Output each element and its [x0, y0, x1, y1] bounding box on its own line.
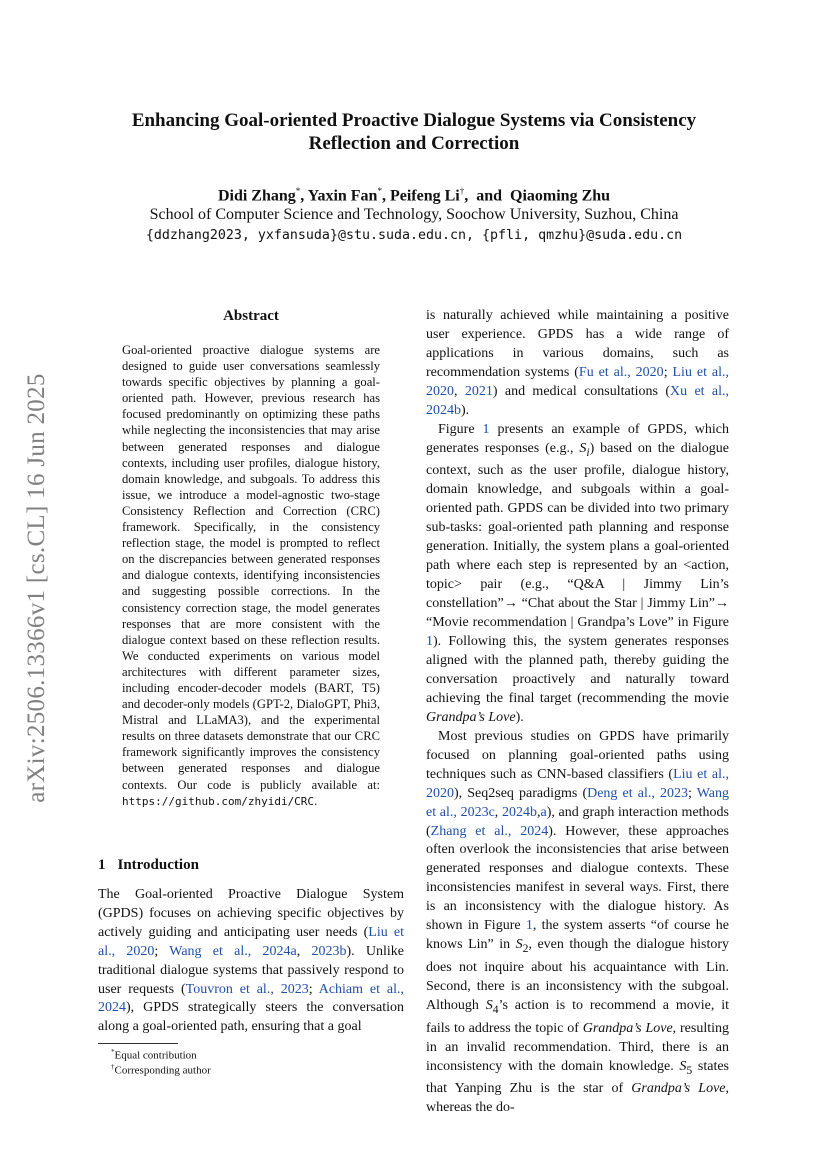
movie-title: Grandpa’s Love: [582, 1020, 673, 1036]
citation-link[interactable]: a: [540, 804, 547, 820]
text: ), and graph interaction methods (: [426, 804, 729, 839]
text: ’s action is to recommend a movie, it fails to address the topic of: [426, 997, 730, 1036]
text: states that Yanping Zhu is the star of: [426, 1058, 729, 1097]
footnote-text: Corresponding author: [114, 1064, 211, 1077]
text: ).: [515, 709, 524, 725]
text: ;: [154, 943, 170, 959]
math-subscript: 4: [492, 1002, 499, 1016]
paragraph: [426, 307, 729, 421]
paragraph: [426, 421, 729, 728]
citation-link[interactable]: Liu et al., 2020: [426, 766, 730, 801]
math-variable: S: [679, 1058, 687, 1074]
author-conjunction: and: [476, 187, 503, 205]
math-subscript: 2: [522, 942, 529, 956]
author-name: Yaxin Fan: [307, 187, 378, 205]
movie-title: Grandpa’s Love: [631, 1081, 726, 1097]
text: ,: [454, 383, 465, 399]
citation-link[interactable]: Xu et al., 2024b: [426, 383, 729, 418]
citation-link[interactable]: Wang et al., 2024a: [169, 943, 297, 959]
arxiv-watermark: [20, 346, 54, 830]
text: ;: [687, 785, 697, 801]
text: ) based on the dialogue context, such as the user profile, dialogue history, domain knowledge, and subgoals within a goal-oriented path. GPDS can be divided into two primary sub-tasks: goal-oriented path planning and response generation. Initially, the system plans a goal-oriented path where each step is represented by an <action, topic> pair (e.g., “Q&A | Jimmy Lin’s constellation”→ “Chat about the Star | Jimmy Lin”→ “Movie recommendation | Grandpa’s Love” in Figure: [426, 440, 729, 631]
citation-link[interactable]: Deng et al., 2023: [587, 785, 688, 801]
abstract-body: [122, 342, 380, 810]
intro-paragraph: [98, 886, 404, 1037]
code-link[interactable]: https://github.com/zhyidi/CRC: [122, 794, 315, 808]
affiliation: School of Computer Science and Technology, Soochow University, Suzhou, China: [149, 206, 679, 223]
corresponding-author-mark: †: [459, 186, 465, 196]
text: is naturally achieved while maintaining a positive user experience. GPDS has a wide range of applications in various domains, such as recommendation systems (: [426, 308, 729, 380]
text: ), Seq2seq paradigms (: [454, 785, 588, 801]
section-heading: [98, 857, 199, 874]
math-subscript: i: [586, 445, 590, 459]
math-variable: S: [485, 997, 493, 1013]
text: Most previous studies on GPDS have primarily focused on planning goal-oriented paths using techniques such as CNN-based classifiers (: [426, 728, 729, 782]
footnote-corresponding-author: [111, 1063, 211, 1077]
text: ).: [461, 402, 470, 418]
author-name: Didi Zhang: [217, 187, 296, 205]
section-title: Introduction: [117, 857, 199, 873]
author-list: Didi Zhang*, Yaxin Fan*, Peifeng Li†, and Qiaoming Zhu: [217, 186, 611, 205]
math-subscript: 5: [686, 1063, 693, 1077]
abstract-heading: Abstract: [223, 308, 279, 324]
text: ). Following this, the system generates responses aligned with the planned path, thereby guiding the conversation proactively and naturally toward achieving the final target (recommending the movie: [426, 634, 729, 706]
author-emails: {ddzhang2023, yxfansuda}@stu.suda.edu.cn, {pfli, qmzhu}@suda.edu.cn: [145, 228, 683, 243]
paper-title: Enhancing Goal-oriented Proactive Dialogue Systems via Consistency Reflection and Correction: [131, 110, 697, 154]
text: , whereas the do-: [426, 1081, 730, 1116]
citation-link[interactable]: Achiam et al., 2024: [98, 981, 404, 1016]
footnote-mark: *: [111, 1048, 115, 1056]
text: ), GPDS strategically steers the conversation along a goal-oriented path, ensuring that a goal: [98, 1000, 404, 1035]
citation-link[interactable]: 2024b: [501, 804, 537, 820]
text: Figure: [438, 421, 483, 437]
text: , the system asserts “of course he knows Lin” in: [426, 918, 730, 953]
text: ,: [536, 804, 541, 820]
math-variable: S: [515, 937, 523, 953]
text: ,: [296, 943, 312, 959]
text: presents an example of GPDS, which generates responses (e.g.,: [426, 421, 729, 456]
citation-link[interactable]: 2021: [464, 383, 493, 399]
text: ;: [663, 364, 673, 380]
text: ,: [494, 804, 502, 820]
equal-contribution-mark: *: [377, 186, 382, 196]
citation-link[interactable]: Zhang et al., 2024: [430, 823, 549, 839]
citation-link[interactable]: Liu et al., 2020: [98, 924, 404, 959]
citation-link[interactable]: Wang et al., 2023c: [426, 785, 730, 820]
section-number: 1: [98, 857, 106, 873]
figure-link[interactable]: 1: [525, 918, 533, 934]
arxiv-id: arXiv:2506.13366v1 [cs.CL] 16 Jun 2025: [23, 373, 50, 803]
text: , resulting in an invalid recommendation. Third, there is an inconsistency with the domain knowledge.: [426, 1020, 729, 1074]
math-variable: S: [579, 440, 587, 456]
footnote-equal-contribution: [111, 1048, 197, 1062]
abstract-period: .: [314, 793, 318, 808]
figure-link[interactable]: 1: [426, 634, 433, 649]
text: ) and medical consultations (: [492, 383, 670, 399]
right-column: [426, 307, 729, 1118]
footnote-rule: [98, 1043, 178, 1044]
text: The Goal-oriented Proactive Dialogue System (GPDS) focuses on achieving specific objectives by actively guiding and anticipating user needs (: [98, 887, 404, 940]
equal-contribution-mark: *: [295, 186, 301, 196]
text: ;: [308, 981, 319, 997]
citation-link[interactable]: 2023b: [311, 943, 347, 959]
citation-link[interactable]: Touvron et al., 2023: [185, 981, 309, 997]
author-name: Qiaoming Zhu: [510, 187, 611, 205]
abstract-text: Goal-oriented proactive dialogue systems are designed to guide user conversations seamlessly towards specific objectives by planning a goal-oriented path. However, previous research has focused predominantly on optimizing these paths while neglecting the inconsistencies that may arise between generated responses and dialogue contexts, including user profiles, dialogue history, domain knowledge, and subgoals. To address this issue, we introduce a model-agnostic two-stage Consistency Reflection and Correction (CRC) framework. Specifically, in the consistency reflection stage, the model is prompted to reflect on the discrepancies between generated responses and dialogue contexts, identifying inconsistencies and suggesting possible corrections. In the consistency correction stage, the model generates responses that are more consistent with the dialogue context based on these reflection results. We conducted experiments on various model architectures with different parameter sizes, including encoder-decoder models (BART, T5) and decoder-only models (GPT-2, DialoGPT, Phi3, Mistral and LLaMA3), and the experimental results on three datasets demonstrate that our CRC framework significantly improves the consistency between generated responses and dialogue contexts. Our code is publicly available at:: [122, 343, 380, 792]
author-name: Peifeng Li: [389, 187, 460, 205]
figure-link[interactable]: 1: [482, 421, 490, 437]
movie-title: Grandpa’s Love: [426, 709, 516, 725]
text: ). Unlike traditional dialogue systems that passively respond to user requests (: [98, 943, 404, 997]
paragraph: [426, 728, 729, 1118]
citation-link[interactable]: Fu et al., 2020: [578, 364, 664, 380]
footnote-text: Equal contribution: [114, 1049, 197, 1062]
text: ). However, these approaches often overlook the inconsistencies that arise between generated responses and dialogue contexts. These inconsistencies manifest in several ways. First, there is an inconsistency with the dialogue history. As shown in Figure: [426, 823, 729, 934]
text: , even though the dialogue history does not inquire about his acquaintance with Lin. Second, there is an inconsistency with the subgoal. Although: [426, 937, 729, 1013]
citation-link[interactable]: Liu et al., 2020: [426, 364, 729, 399]
footnote-mark: †: [111, 1063, 115, 1071]
